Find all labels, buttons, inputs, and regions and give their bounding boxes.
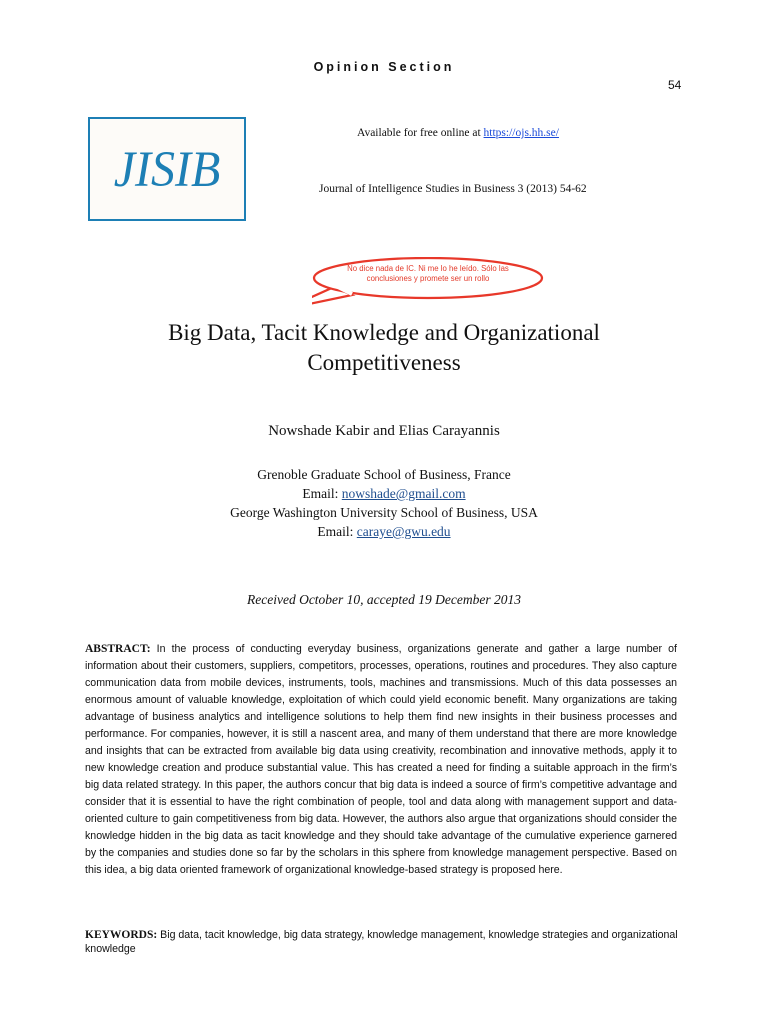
affiliation-email bbox=[0, 524, 768, 540]
paper-authors: Nowshade Kabir and Elias Carayannis bbox=[268, 423, 500, 439]
page-number: 54 bbox=[668, 78, 682, 92]
journal-logo-text: JISIB bbox=[113, 141, 221, 197]
journal-url-link[interactable]: https://ojs.hh.se/ bbox=[483, 127, 559, 139]
annotation-text bbox=[330, 264, 526, 284]
journal-citation: Journal of Intelligence Studies in Business 3 (2013) 54-62 bbox=[319, 183, 587, 195]
section-title: Opinion Section bbox=[313, 60, 455, 74]
annotation-line: conclusiones y promete ser un rollo bbox=[366, 274, 490, 283]
received-date: Received October 10, accepted 19 December 2013 bbox=[246, 592, 521, 607]
paper-title-line: Competitiveness bbox=[307, 350, 461, 375]
email-label: Email: bbox=[302, 486, 342, 501]
journal-logo bbox=[88, 117, 246, 221]
paper-title bbox=[0, 318, 768, 378]
availability-prefix: Available for free online at bbox=[357, 127, 484, 139]
annotation-speech-bubble bbox=[312, 257, 544, 307]
affiliation-email bbox=[0, 486, 768, 502]
abstract-label: ABSTRACT: bbox=[85, 643, 151, 655]
abstract-text: In the process of conducting everyday business, organizations generate and gather a large number of information about their customers, suppliers, competitors, processes, operations, routines and procedures. They also capture communication data from mobile devices, instruments, tools, machines and transmissions. Much of this data possesses an enormous amount of valuable knowledge, exploitation of which could yield economic benefit. Many organizations are taking advantage of business analytics and intelligence solutions to help them find new insights in their business processes and performance. For companies, however, it is still a nascent area, and many of them understand that there are more knowledge and insights that can be extracted from available big data using creativity, recombination and innovative methods, apply it to new knowledge creation and produce substantial value. This has created a need for finding a suitable approach in the firm’s big data related strategy. In this paper, the authors concur that big data is indeed a source of firm’s competitive advantage and consider that it is essential to have the right combination of people, tool and data along with management support and data-oriented culture to gain competitiveness from big data. However, the authors also argue that organizations should consider the knowledge hidden in the big data as tacit knowledge and they should take advantage of the cumulative experience garnered by the companies and studies done so far by the scholars in this sphere from knowledge management perspective. Based on this idea, a big data oriented framework of organizational knowledge-based strategy is proposed here. bbox=[85, 643, 677, 876]
keywords-text: Big data, tacit knowledge, big data strategy, knowledge management, knowledge strategies and organizational knowledge bbox=[85, 929, 678, 955]
keywords-label: KEYWORDS: bbox=[85, 929, 158, 941]
availability-line bbox=[357, 127, 559, 139]
keywords bbox=[85, 928, 685, 956]
email-link[interactable]: caraye@gwu.edu bbox=[356, 524, 451, 539]
annotation-line: No dice nada de IC. Ni me lo he leído. Sólo las bbox=[347, 264, 509, 273]
email-link[interactable]: nowshade@gmail.com bbox=[341, 486, 466, 501]
paper-title-line: Big Data, Tacit Knowledge and Organizational bbox=[168, 320, 600, 345]
affiliation-institution: George Washington University School of Business, USA bbox=[230, 505, 538, 520]
affiliation-institution: Grenoble Graduate School of Business, France bbox=[257, 467, 511, 482]
email-label: Email: bbox=[317, 524, 357, 539]
abstract bbox=[85, 641, 677, 879]
